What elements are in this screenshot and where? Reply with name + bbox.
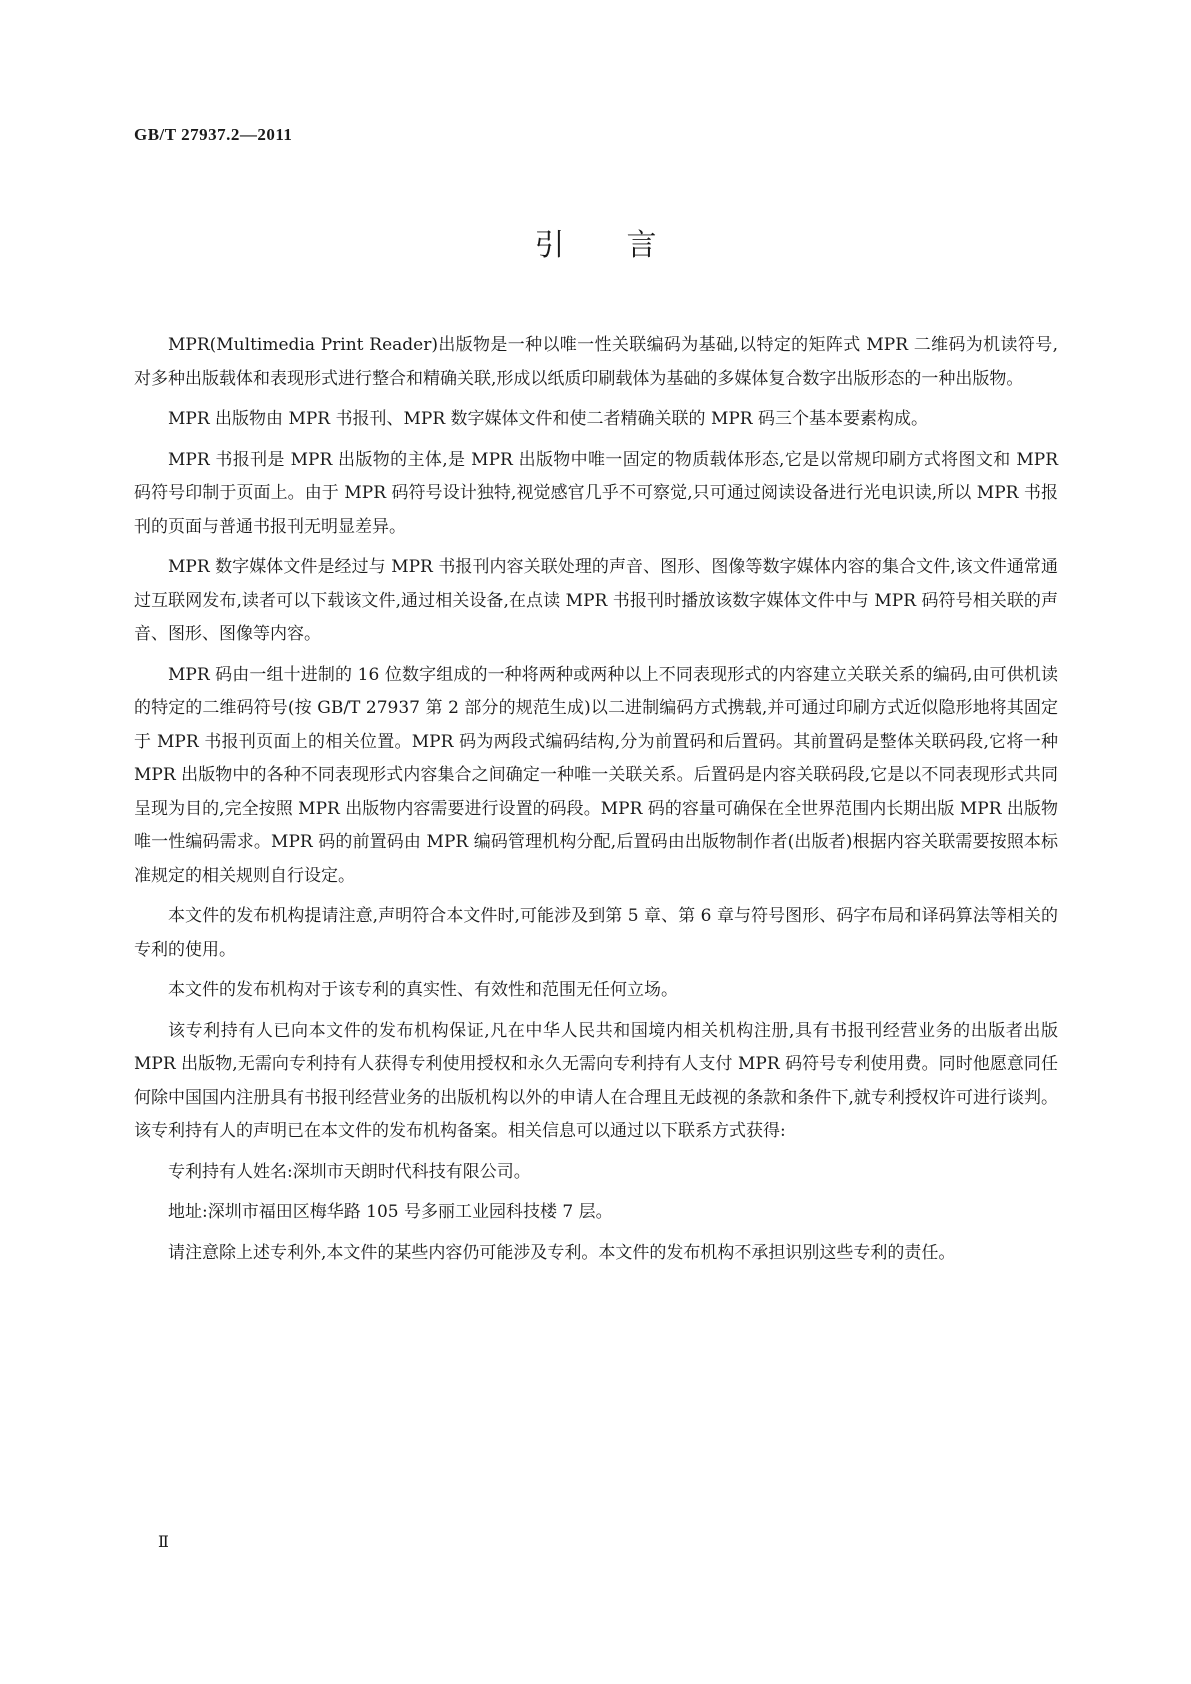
paragraph-mpr-definition: MPR(Multimedia Print Reader)出版物是一种以唯一性关联编码为基础,以特定的矩阵式 MPR 二维码为机读符号,对多种出版载体和表现形式进行整合和精确关联,形成以纸质印刷载体为基础的多媒体复合数字出版形态的一种出版物。 bbox=[134, 335, 1058, 389]
page-title bbox=[0, 228, 1191, 264]
paragraph-mpr-print-media: MPR 书报刊是 MPR 出版物的主体,是 MPR 出版物中唯一固定的物质载体形态,它是以常规印刷方式将图文和 MPR 码符号印制于页面上。由于 MPR 码符号设计独特,视觉感官几乎不可察觉,只可通过阅读设备进行光电识读,所以 MPR 书报刊的页面与普通书报刊无明显差异。 bbox=[134, 449, 1058, 537]
paragraph-mpr-composition: MPR 出版物由 MPR 书报刊、MPR 数字媒体文件和使二者精确关联的 MPR 码三个基本要素构成。 bbox=[168, 409, 929, 429]
title-char-1: 引 bbox=[534, 228, 565, 263]
title-char-2: 言 bbox=[626, 228, 657, 263]
standard-number: GB/T 27937.2—2011 bbox=[134, 125, 293, 144]
paragraph-patent-holder-address: 地址:深圳市福田区梅华路 105 号多丽工业园科技楼 7 层。 bbox=[168, 1202, 613, 1222]
paragraph-patent-position: 本文件的发布机构对于该专利的真实性、有效性和范围无任何立场。 bbox=[168, 980, 678, 1000]
page-number: Ⅱ bbox=[158, 1534, 169, 1551]
paragraph-mpr-digital-media: MPR 数字媒体文件是经过与 MPR 书报刊内容关联处理的声音、图形、图像等数字媒体内容的集合文件,该文件通常通过互联网发布,读者可以下载该文件,通过相关设备,在点读 MPR 书报刊时播放该数字媒体文件中与 MPR 码符号相关联的声音、图形、图像等内容。 bbox=[134, 557, 1058, 644]
paragraph-patent-holder-statement: 该专利持有人已向本文件的发布机构保证,凡在中华人民共和国境内相关机构注册,具有书报刊经营业务的出版者出版 MPR 出版物,无需向专利持有人获得专利使用授权和永久无需向专利持有人支付 MPR 码符号专利使用费。同时他愿意同任何除中国国内注册具有书报刊经营业务的出版机构以外的申请人在合理且无歧视的条款和条件下,就专利授权许可进行谈判。该专利持有人的声明已在本文件的发布机构备案。相关信息可以通过以下联系方式获得: bbox=[134, 1020, 1058, 1141]
paragraph-mpr-code: MPR 码由一组十进制的 16 位数字组成的一种将两种或两种以上不同表现形式的内容建立关联关系的编码,由可供机读的特定的二维码符号(按 GB/T 27937 第 2 部分的规范生成)以二进制编码方式携载,并可通过印刷方式近似隐形地将其固定于 MPR 书报刊页面上的相关位置。MPR 码为两段式编码结构,分为前置码和后置码。其前置码是整体关联码段,它将一种 MPR 出版物中的各种不同表现形式内容集合之间确定一种唯一关联关系。后置码是内容关联码段,它是以不同表现形式共同呈现为目的,完全按照 MPR 出版物内容需要进行设置的码段。MPR 码的容量可确保在全世界范围内长期出版 MPR 出版物唯一性编码需求。MPR 码的前置码由 MPR 编码管理机构分配,后置码由出版物制作者(出版者)根据内容关联需要按照本标准规定的相关规则自行设定。 bbox=[134, 664, 1058, 886]
introduction-body bbox=[134, 329, 1058, 1277]
paragraph-patent-holder-name: 专利持有人姓名:深圳市天朗时代科技有限公司。 bbox=[168, 1161, 531, 1182]
paragraph-patent-notice: 本文件的发布机构提请注意,声明符合本文件时,可能涉及到第 5 章、第 6 章与符号图形、码字布局和译码算法等相关的专利的使用。 bbox=[134, 906, 1058, 960]
paragraph-other-patents: 请注意除上述专利外,本文件的某些内容仍可能涉及专利。本文件的发布机构不承担识别这些专利的责任。 bbox=[168, 1242, 956, 1263]
